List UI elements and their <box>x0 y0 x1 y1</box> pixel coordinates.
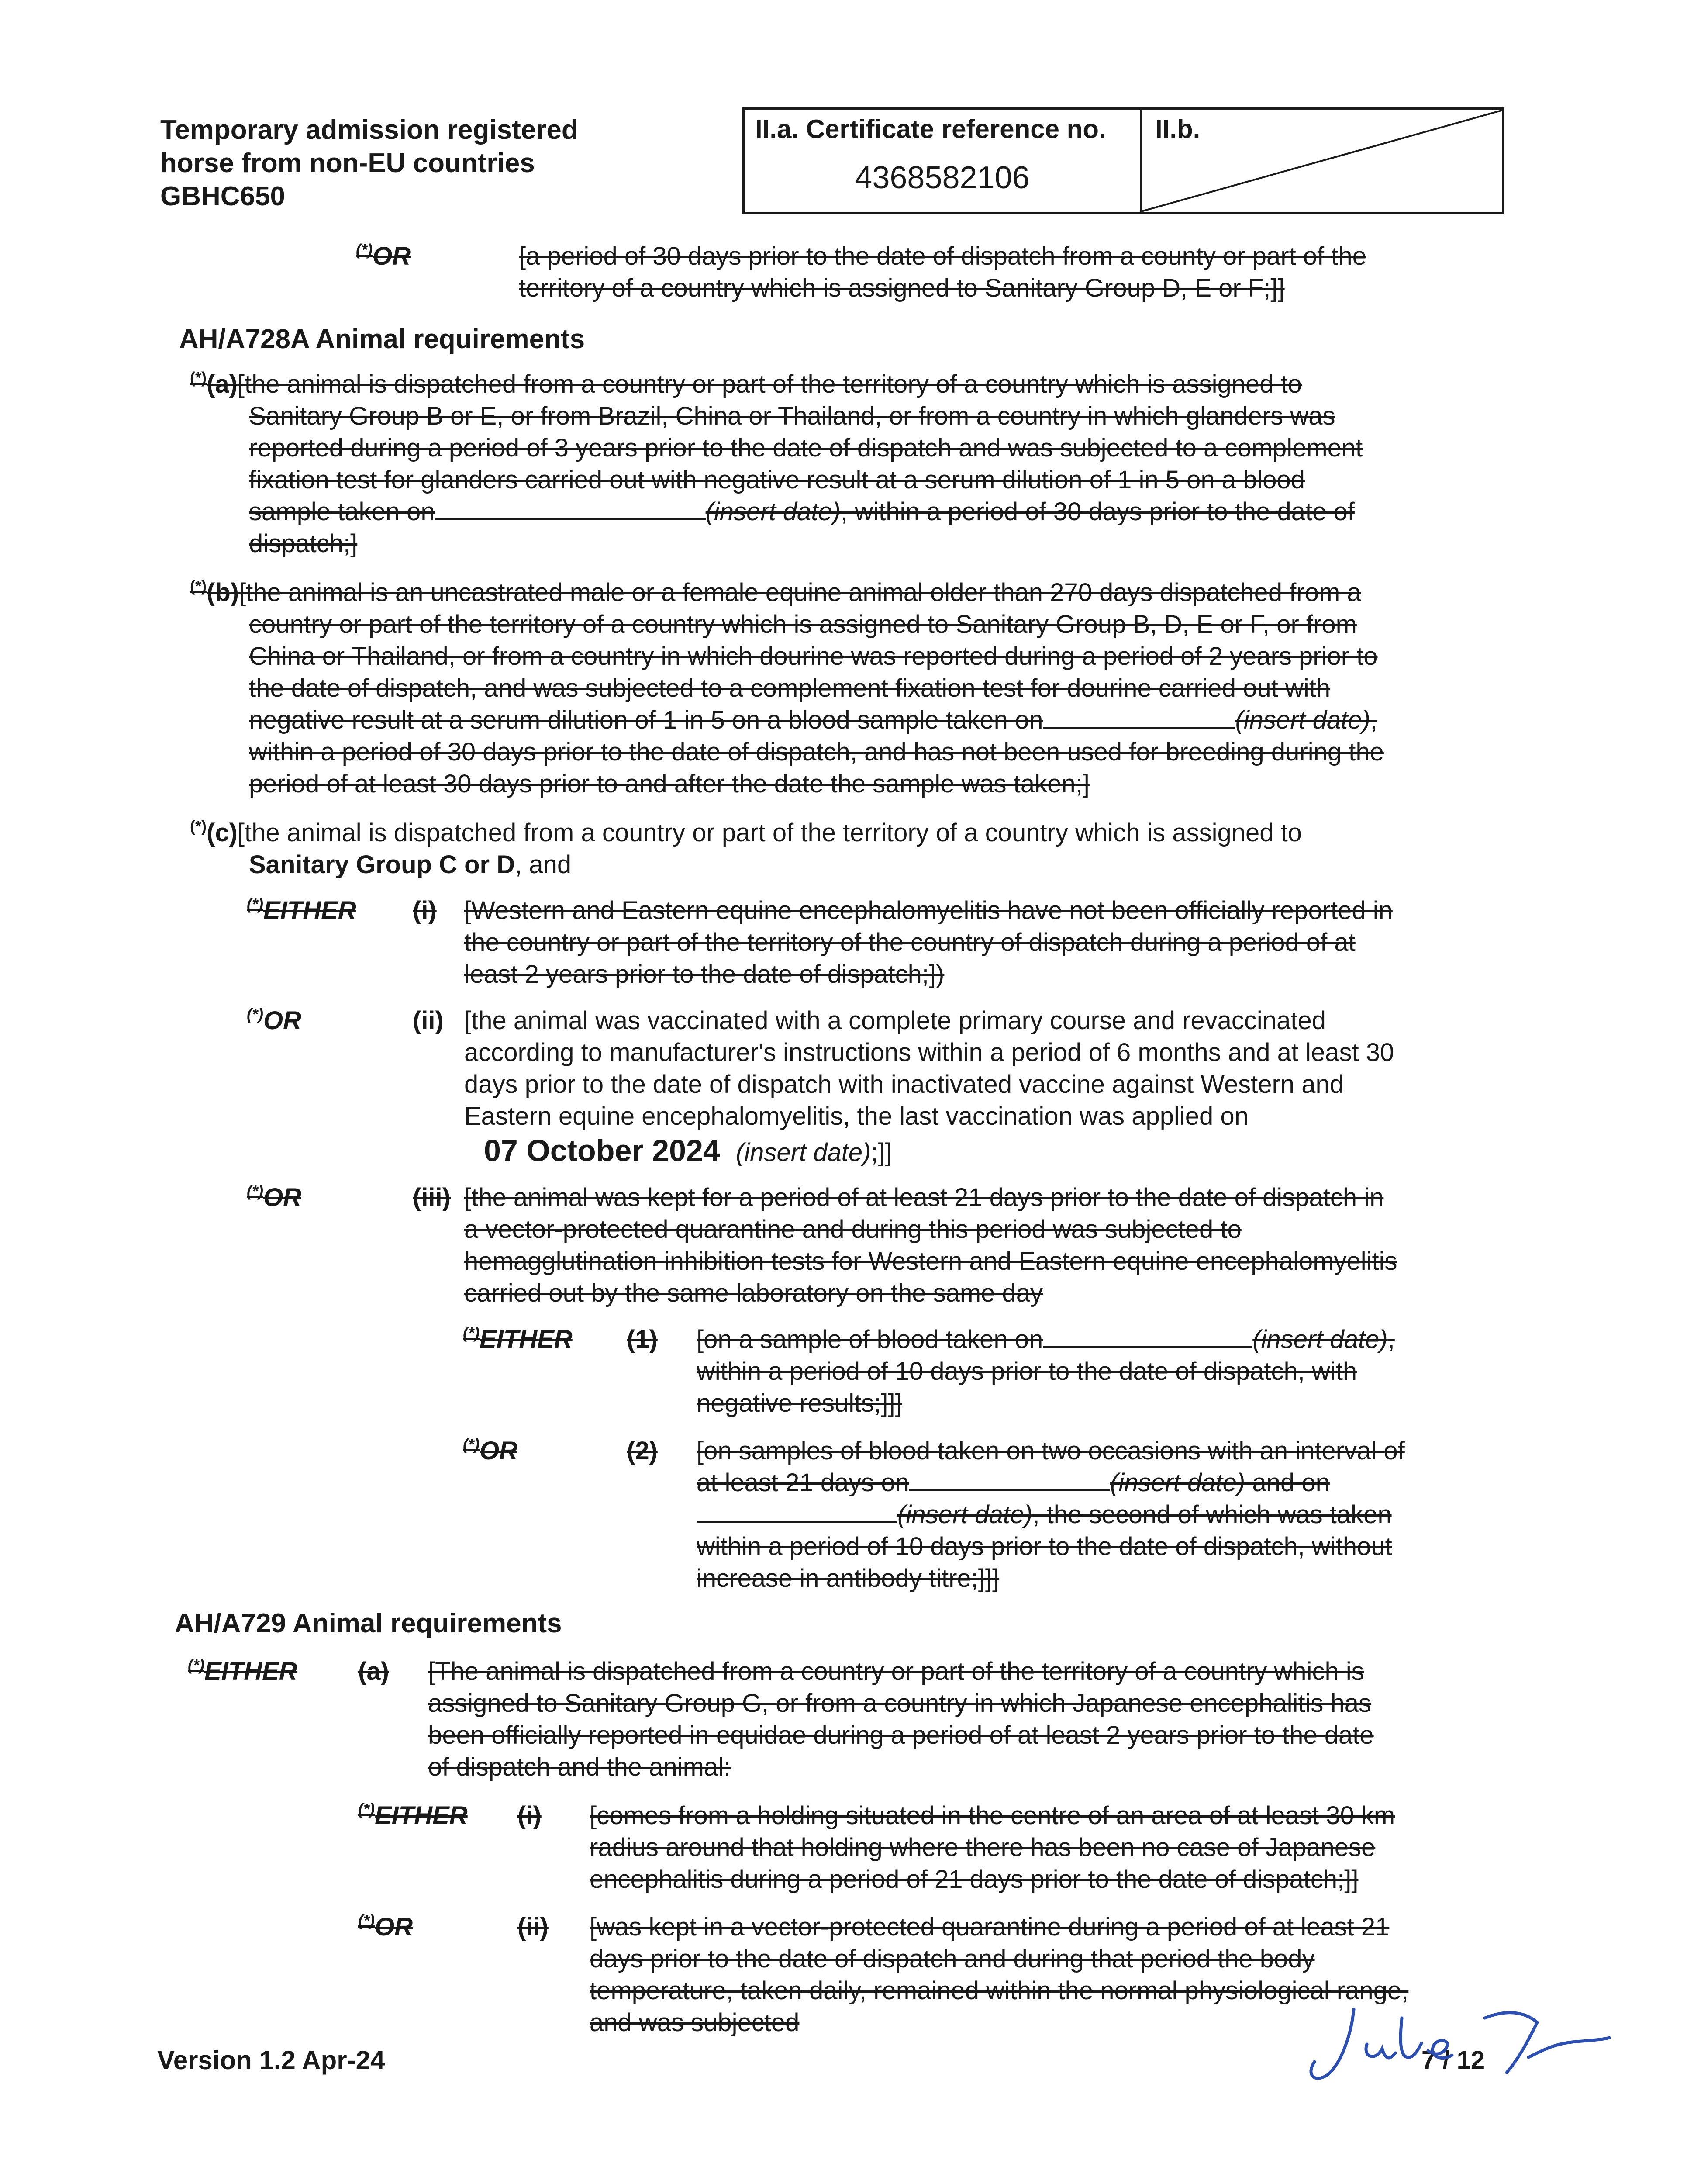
c-either-text: [Western and Eastern equine encephalomyelitis have not been officially reported in the country or part of the territory of the country of dispatch during a period of at least 2 years prior to the date of dispatch;]) <box>464 896 1393 988</box>
prev-or-label: (*)OR <box>356 241 411 270</box>
a728-item-c: (*)(c)[the animal is dispatched from a country or part of the territory of a country which is assigned to Sanitary Group C or D, and <box>190 817 1302 879</box>
certificate-title <box>160 114 578 213</box>
a729-either-label: (*)EITHER <box>188 1656 297 1686</box>
c-or-iii-label: (*)OR <box>247 1182 301 1212</box>
c-or-iii-num: (iii) <box>413 1183 451 1212</box>
blank-date <box>1043 1326 1252 1348</box>
vaccination-date: 07 October 2024 <box>484 1133 720 1168</box>
a729-ii-text: [was kept in a vector-protected quarantine during a period of at least 21 days prior to the date of dispatch and during that period the body temperature, taken daily, remained within the normal physiological range, and was subjected <box>590 1913 1409 2037</box>
a729-ii-label: (*)OR <box>358 1911 413 1941</box>
iib-label: II.b. <box>1155 114 1201 144</box>
a729-a-text: [The animal is dispatched from a country or part of the territory of a country which is assigned to Sanitary Group G, or from a country in which Japanese encephalitis has been officially reported in equidae during a period of at least 2 years prior to the date of dispatch and the animal: <box>428 1657 1374 1781</box>
c-or-ii-text: [the animal was vaccinated with a complete primary course and revaccinated according to manufacturer's instructions within a period of 6 months and at least 30 days prior to the date of dispatch with inactivated vaccine against Western and Eastern equine encephalomyelitis, the last vaccination was applied on 07 October 2024 (insert date);]] <box>464 1006 1394 1168</box>
a729-a-num: (a) <box>358 1657 389 1686</box>
a729-ii-num: (ii) <box>517 1913 549 1941</box>
iii-sub1-label: (*)EITHER <box>463 1324 573 1354</box>
prev-or-text: [a period of 30 days prior to the date of dispatch from a county or part of the territory of a country which is assigned to Sanitary Group D, E or F;]] <box>519 242 1366 302</box>
c-or-iii-text: [the animal was kept for a period of at least 21 days prior to the date of dispatch in a vector-protected quarantine and during this period was subjected to hemagglutination inhibition tests for Western and Eastern equine encephalomyelitis carried out by the same laboratory on the same day <box>464 1183 1397 1307</box>
signature-scribble <box>1301 1992 1616 2092</box>
c-either-label: (*)EITHER <box>247 895 356 925</box>
iii-sub2-label: (*)OR <box>463 1435 517 1465</box>
reference-label: II.a. Certificate reference no. <box>755 114 1106 144</box>
c-or-ii-label: (*)OR <box>247 1005 301 1035</box>
signature-stroke <box>1311 2009 1609 2078</box>
section-a728a-title: AH/A728A Animal requirements <box>179 324 585 354</box>
a729-i-text: [comes from a holding situated in the centre of an area of at least 30 km radius around that holding where there has been no case of Japanese encephalitis during a period of 21 days prior to the date of dispatch;]] <box>590 1801 1395 1894</box>
blank-date <box>435 498 706 520</box>
reference-number: 4368582106 <box>855 160 1030 195</box>
blank-date <box>909 1469 1110 1491</box>
a728-item-b: (*)(b)[the animal is an uncastrated male or a female equine animal older than 270 days dispatched from a country or part of the territory of a country which is assigned to Sanitary Group B, D, E or F, or from China or Thailand, or from a country in which dourine was reported during a period of 2 years prior to the date of dispatch, and was subjected to a complement fixation test for dourine carried out with negative result at a serum dilution of 1 in 5 on a blood sample taken on (insert date), within a period of 30 days prior to the date of dispatch, and has not been used for breeding during the period of at least 30 days prior to and after the date the sample was taken;] <box>190 577 1384 798</box>
a729-i-num: (i) <box>517 1801 542 1830</box>
title-line-2: horse from non-EU countries <box>160 148 535 178</box>
iii-sub2-num: (2) <box>627 1437 658 1465</box>
iii-sub1-text: [on a sample of blood taken on (insert date), within a period of 10 days prior to the date of dispatch, with negative results;]]] <box>697 1325 1395 1417</box>
title-line-1: Temporary admission registered <box>160 115 578 145</box>
blank-date <box>1043 707 1235 729</box>
a729-i-label: (*)EITHER <box>358 1800 468 1830</box>
page-number: 7 / 12 <box>1421 2046 1485 2074</box>
iii-sub1-num: (1) <box>627 1325 658 1354</box>
blank-date <box>697 1501 897 1523</box>
section-a729-title: AH/A729 Animal requirements <box>175 1608 562 1638</box>
iii-sub2-text: [on samples of blood taken on two occasions with an interval of at least 21 days on (insert date) and on (insert date), the second of which was taken within a period of 10 days prior to the date of dispatch, without increase in antibody titre;]]] <box>697 1437 1405 1593</box>
c-either-num: (i) <box>413 896 437 925</box>
version-label: Version 1.2 Apr-24 <box>157 2046 385 2075</box>
certificate-reference-box <box>742 107 1504 214</box>
title-line-3: GBHC650 <box>160 181 285 211</box>
c-or-ii-num: (ii) <box>413 1006 444 1035</box>
a728-item-a: (*)(a)[the animal is dispatched from a country or part of the territory of a country which is assigned to Sanitary Group B or E, or from Brazil, China or Thailand, or from a country in which glanders was reported during a period of 3 years prior to the date of dispatch and was subjected to a complement fixation test for glanders carried out with negative result at a serum dilution of 1 in 5 on a blood sample taken on (insert date), within a period of 30 days prior to the date of dispatch;] <box>190 369 1363 558</box>
iib-diagonal-strike <box>1140 110 1504 212</box>
reference-cell-iia <box>745 110 1142 212</box>
